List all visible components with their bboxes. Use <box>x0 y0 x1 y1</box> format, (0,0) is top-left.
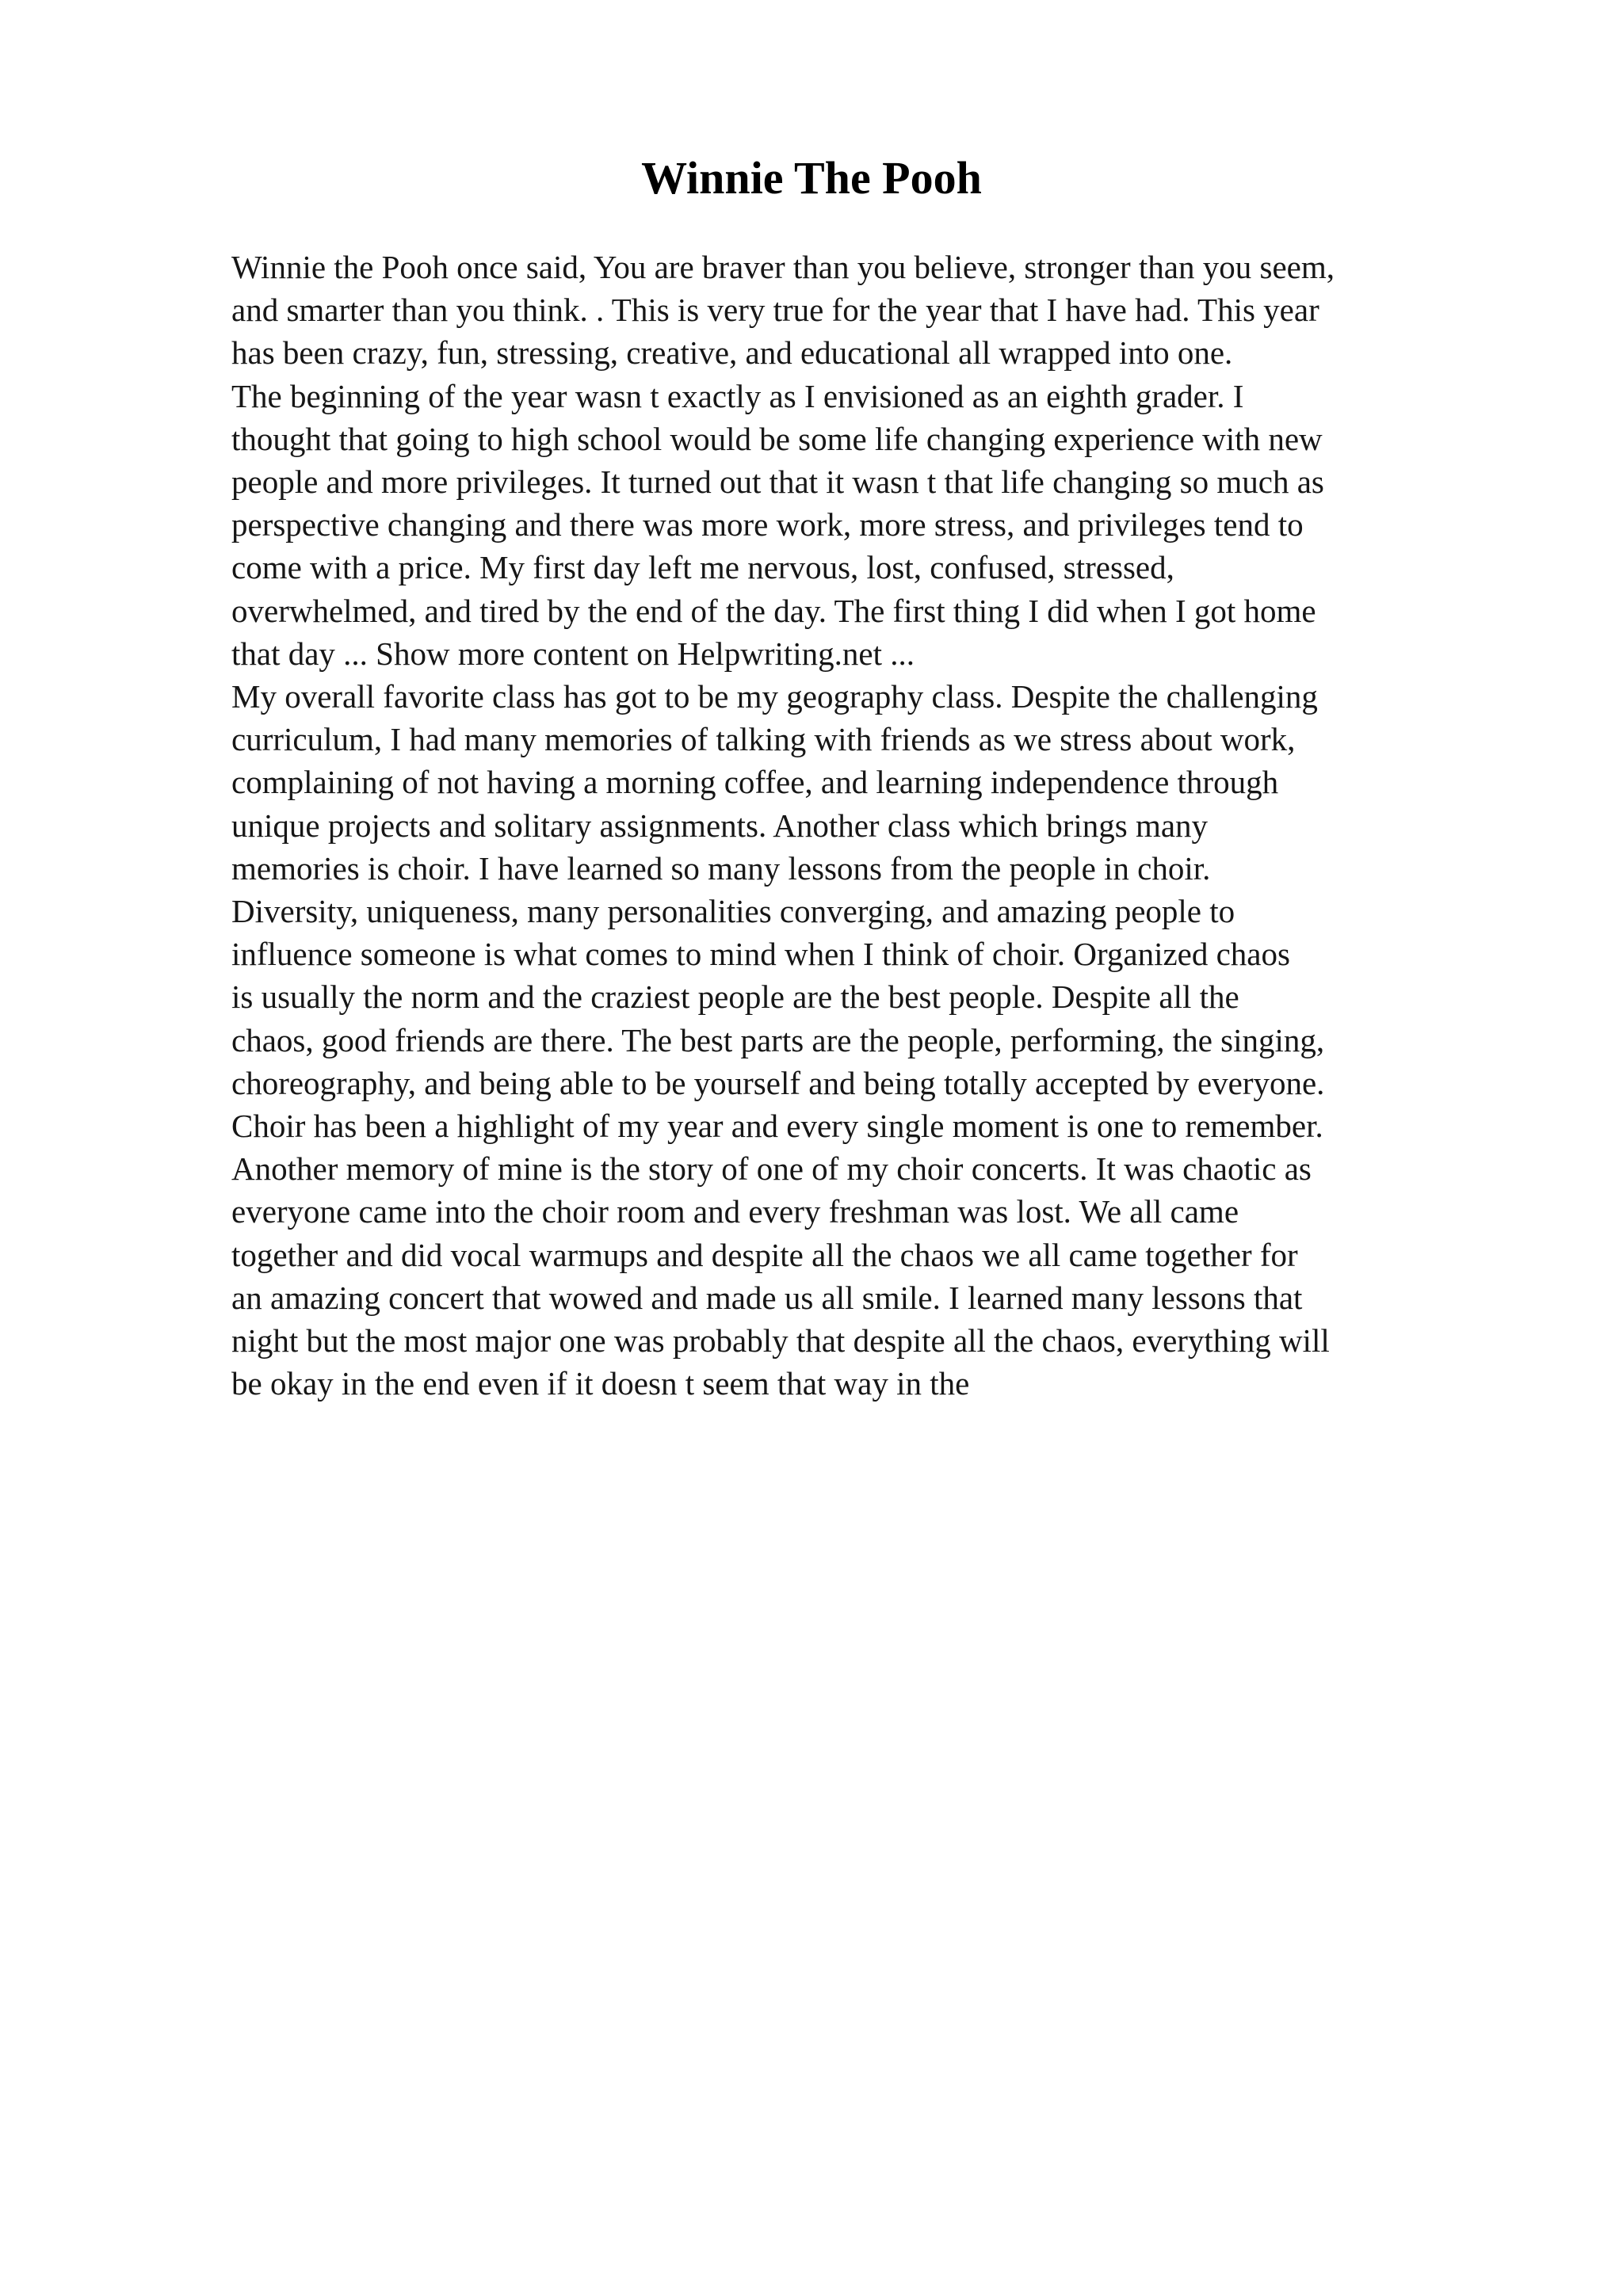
text-line: memories is choir. I have learned so many lessons from the people in choir. <box>231 849 1211 887</box>
text-line: everyone came into the choir room and every freshman was lost. We all came <box>231 1193 1239 1230</box>
text-line: curriculum, I had many memories of talking with friends as we stress about work, <box>231 721 1296 758</box>
text-line: together and did vocal warmups and despite all the chaos we all came together for <box>231 1236 1298 1273</box>
text-line: and smarter than you think. . This is very true for the year that I have had. This year <box>231 292 1319 329</box>
text-line: overwhelmed, and tired by the end of the day. The first thing I did when I got home <box>231 592 1316 629</box>
text-line: night but the most major one was probably that despite all the chaos, everything will <box>231 1322 1330 1360</box>
text-line: complaining of not having a morning coffee, and learning independence through <box>231 764 1279 801</box>
text-line: people and more privileges. It turned out that it wasn t that life changing so much as <box>231 463 1324 501</box>
document-title: Winnie The Pooh <box>641 152 982 204</box>
text-line: influence someone is what comes to mind when I think of choir. Organized chaos <box>231 936 1290 973</box>
document-body <box>231 246 1515 1405</box>
text-line: unique projects and solitary assignments. Another class which brings many <box>231 807 1209 844</box>
text-line: Diversity, uniqueness, many personalities converging, and amazing people to <box>231 893 1235 930</box>
text-line: that day ... Show more content on Helpwriting.net ... <box>231 635 915 672</box>
text-line: chaos, good friends are there. The best parts are the people, performing, the singing, <box>231 1021 1325 1058</box>
text-line: thought that going to high school would be some life changing experience with new <box>231 420 1323 457</box>
text-line: perspective changing and there was more work, more stress, and privileges tend to <box>231 506 1304 543</box>
text-line: Choir has been a highlight of my year and every single moment is one to remember. <box>231 1108 1323 1145</box>
text-line: an amazing concert that wowed and made us all smile. I learned many lessons that <box>231 1279 1303 1316</box>
text-line: The beginning of the year wasn t exactly as I envisioned as an eighth grader. I <box>231 377 1244 414</box>
text-line: come with a price. My first day left me nervous, lost, confused, stressed, <box>231 549 1174 586</box>
text-line: has been crazy, fun, stressing, creative, and educational all wrapped into one. <box>231 334 1233 372</box>
text-line: Another memory of mine is the story of one of my choir concerts. It was chaotic as <box>231 1150 1312 1188</box>
text-line: is usually the norm and the craziest people are the best people. Despite all the <box>231 978 1239 1016</box>
text-line: choreography, and being able to be yourself and being totally accepted by everyone. <box>231 1064 1325 1101</box>
text-line: be okay in the end even if it doesn t seem that way in the <box>231 1365 970 1402</box>
text-line: My overall favorite class has got to be my geography class. Despite the challenging <box>231 678 1318 715</box>
text-line: Winnie the Pooh once said, You are braver than you believe, stronger than you seem, <box>231 249 1335 285</box>
